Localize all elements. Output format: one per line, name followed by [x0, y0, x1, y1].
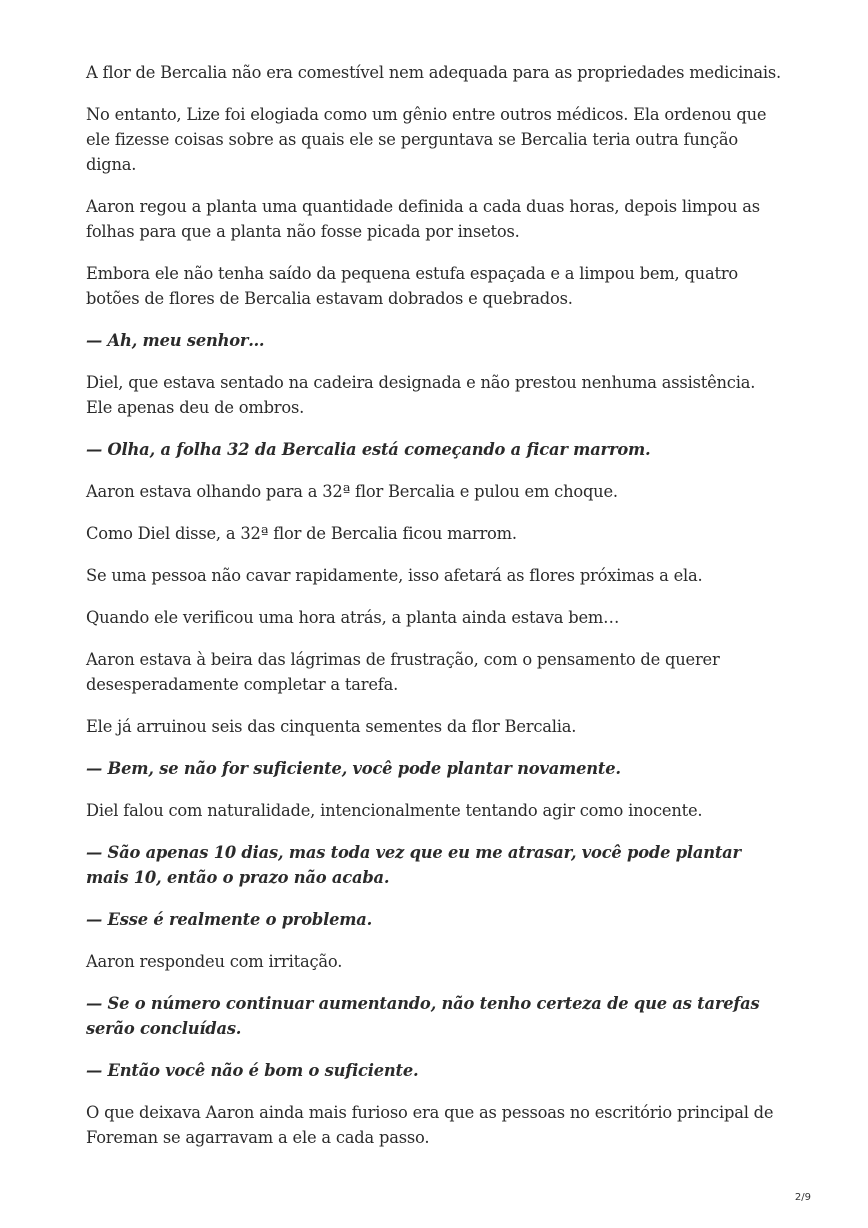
dialogue-line: — Se o número continuar aumentando, não tenho certeza de que as tarefas serão concluídas. [86, 994, 760, 1038]
paragraph: Aaron respondeu com irritação. [86, 952, 343, 971]
paragraph: O que deixava Aaron ainda mais furioso era que as pessoas no escritório principal de Foreman se agarravam a ele a cada passo. [86, 1103, 774, 1147]
dialogue-line: — Olha, a folha 32 da Bercalia está começando a ficar marrom. [86, 440, 651, 459]
paragraph: Como Diel disse, a 32ª flor de Bercalia ficou marrom. [86, 524, 517, 543]
paragraph: Aaron regou a planta uma quantidade definida a cada duas horas, depois limpou as folhas para que a planta não fosse picada por insetos. [86, 197, 760, 241]
paragraph: Embora ele não tenha saído da pequena estufa espaçada e a limpou bem, quatro botões de flores de Bercalia estavam dobrados e quebrados. [86, 264, 739, 308]
paragraph: Diel falou com naturalidade, intencionalmente tentando agir como inocente. [86, 801, 703, 820]
paragraph: Quando ele verificou uma hora atrás, a planta ainda estava bem… [86, 608, 620, 627]
dialogue-line: — Bem, se não for suficiente, você pode plantar novamente. [86, 759, 621, 778]
paragraph: Aaron estava à beira das lágrimas de frustração, com o pensamento de querer desesperadamente completar a tarefa. [86, 650, 720, 694]
page-number: 2/9 [794, 1192, 811, 1203]
paragraph: A flor de Bercalia não era comestível nem adequada para as propriedades medicinais. [86, 63, 782, 82]
dialogue-line: — Esse é realmente o problema. [86, 910, 373, 929]
paragraph: Ele já arruinou seis das cinquenta sementes da flor Bercalia. [86, 717, 577, 736]
dialogue-line: — Ah, meu senhor… [86, 331, 265, 350]
paragraph: Aaron estava olhando para a 32ª flor Bercalia e pulou em choque. [86, 482, 618, 501]
dialogue-line: — Então você não é bom o suficiente. [86, 1061, 419, 1080]
paragraph: No entanto, Lize foi elogiada como um gênio entre outros médicos. Ela ordenou que ele fizesse coisas sobre as quais ele se perguntava se Bercalia teria outra função digna. [86, 105, 767, 174]
paragraph: Diel, que estava sentado na cadeira designada e não prestou nenhuma assistência. Ele apenas deu de ombros. [86, 373, 756, 417]
document-body [86, 60, 786, 1167]
paragraph: Se uma pessoa não cavar rapidamente, isso afetará as flores próximas a ela. [86, 566, 703, 585]
dialogue-line: — São apenas 10 dias, mas toda vez que eu me atrasar, você pode plantar mais 10, então o prazo não acaba. [86, 843, 741, 887]
